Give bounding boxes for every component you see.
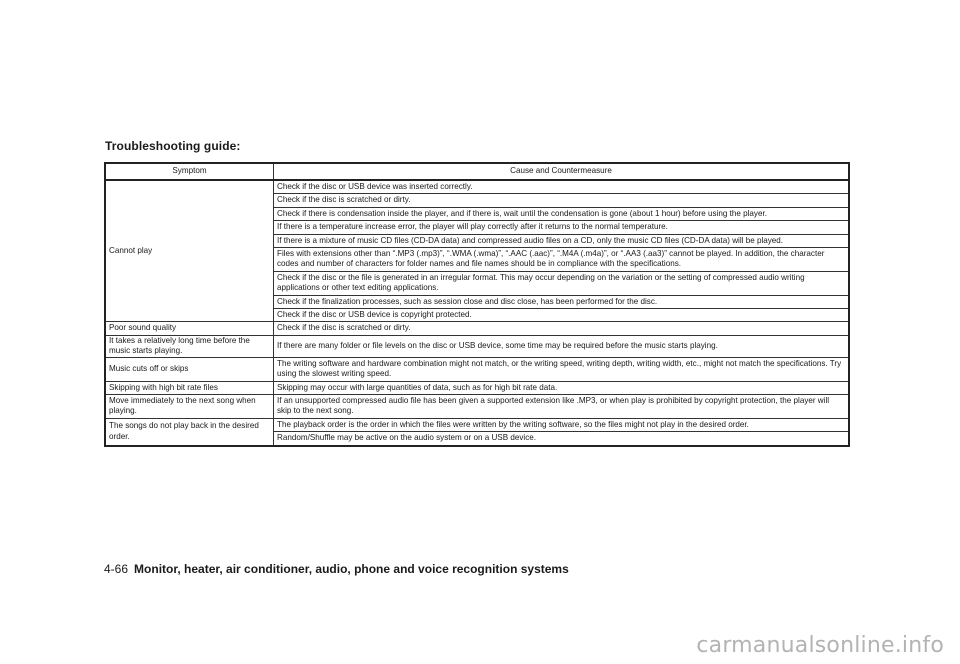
table-row	[105, 394, 849, 418]
cause-cell: The playback order is the order in which the files were written by the writing software, so the files might not play in the desired order.	[274, 418, 850, 431]
page-number: 4-66	[104, 562, 129, 576]
cause-cell: If there are many folder or file levels on the disc or USB device, some time may be required before the music starts playing.	[274, 335, 850, 357]
table-row	[105, 381, 849, 394]
cause-column-header: Cause and Countermeasure	[274, 163, 850, 180]
symptom-cell: Music cuts off or skips	[105, 357, 274, 381]
symptom-cell: Move immediately to the next song when playing.	[105, 394, 274, 418]
table-row	[105, 418, 849, 431]
cause-cell: If there is a temperature increase error, the player will play correctly after it returns to the normal temperature.	[274, 221, 850, 234]
table-header-row	[105, 163, 849, 180]
table-body	[105, 180, 849, 446]
symptom-cell: The songs do not play back in the desired order.	[105, 418, 274, 445]
cause-cell: Files with extensions other than “.MP3 (.mp3)”, “.WMA (.wma)”, “.AAC (.aac)”, “.M4A (.m4a)”, or “.AA3 (.aa3)” cannot be played. In addition, the character codes and number of characters for folder names and file names should be in compliance with the specifications.	[274, 248, 850, 272]
symptom-cell: Cannot play	[105, 180, 274, 322]
table-row	[105, 357, 849, 381]
table-row	[105, 180, 849, 194]
cause-cell: Check if the disc or USB device was inserted correctly.	[274, 180, 850, 194]
site-watermark: carmanualsonline.info	[696, 633, 944, 658]
cause-cell: Check if the disc is scratched or dirty.	[274, 322, 850, 335]
symptom-cell: Skipping with high bit rate files	[105, 381, 274, 394]
symptom-column-header: Symptom	[105, 163, 274, 180]
cause-cell: The writing software and hardware combination might not match, or the writing speed, writing depth, writing width, etc., might not match the specifications. Try using the slowest writing speed.	[274, 357, 850, 381]
symptom-cell: Poor sound quality	[105, 322, 274, 335]
cause-cell: Check if the disc or the file is generated in an irregular format. This may occur depending on the variation or the setting of compressed audio writing applications or other text editing applications.	[274, 271, 850, 295]
cause-cell: If an unsupported compressed audio file has been given a supported extension like .MP3, or when play is prohibited by copyright protection, the player will skip to the next song.	[274, 394, 850, 418]
cause-cell: Skipping may occur with large quantities of data, such as for high bit rate data.	[274, 381, 850, 394]
cause-cell: Check if the disc or USB device is copyright protected.	[274, 309, 850, 322]
cause-cell: Check if there is condensation inside the player, and if there is, wait until the condensation is gone (about 1 hour) before using the player.	[274, 207, 850, 220]
section-title: Monitor, heater, air conditioner, audio, phone and voice recognition systems	[134, 562, 569, 576]
cause-cell: If there is a mixture of music CD files (CD-DA data) and compressed audio files on a CD, only the music CD files (CD-DA data) will be played.	[274, 234, 850, 247]
page-heading: Troubleshooting guide:	[105, 139, 241, 153]
page-footer	[104, 562, 569, 576]
table-row	[105, 322, 849, 335]
cause-cell: Random/Shuffle may be active on the audio system or on a USB device.	[274, 432, 850, 446]
cause-cell: Check if the disc is scratched or dirty.	[274, 194, 850, 207]
troubleshooting-table	[104, 162, 850, 447]
table-row	[105, 335, 849, 357]
symptom-cell: It takes a relatively long time before the music starts playing.	[105, 335, 274, 357]
cause-cell: Check if the finalization processes, such as session close and disc close, has been performed for the disc.	[274, 295, 850, 308]
